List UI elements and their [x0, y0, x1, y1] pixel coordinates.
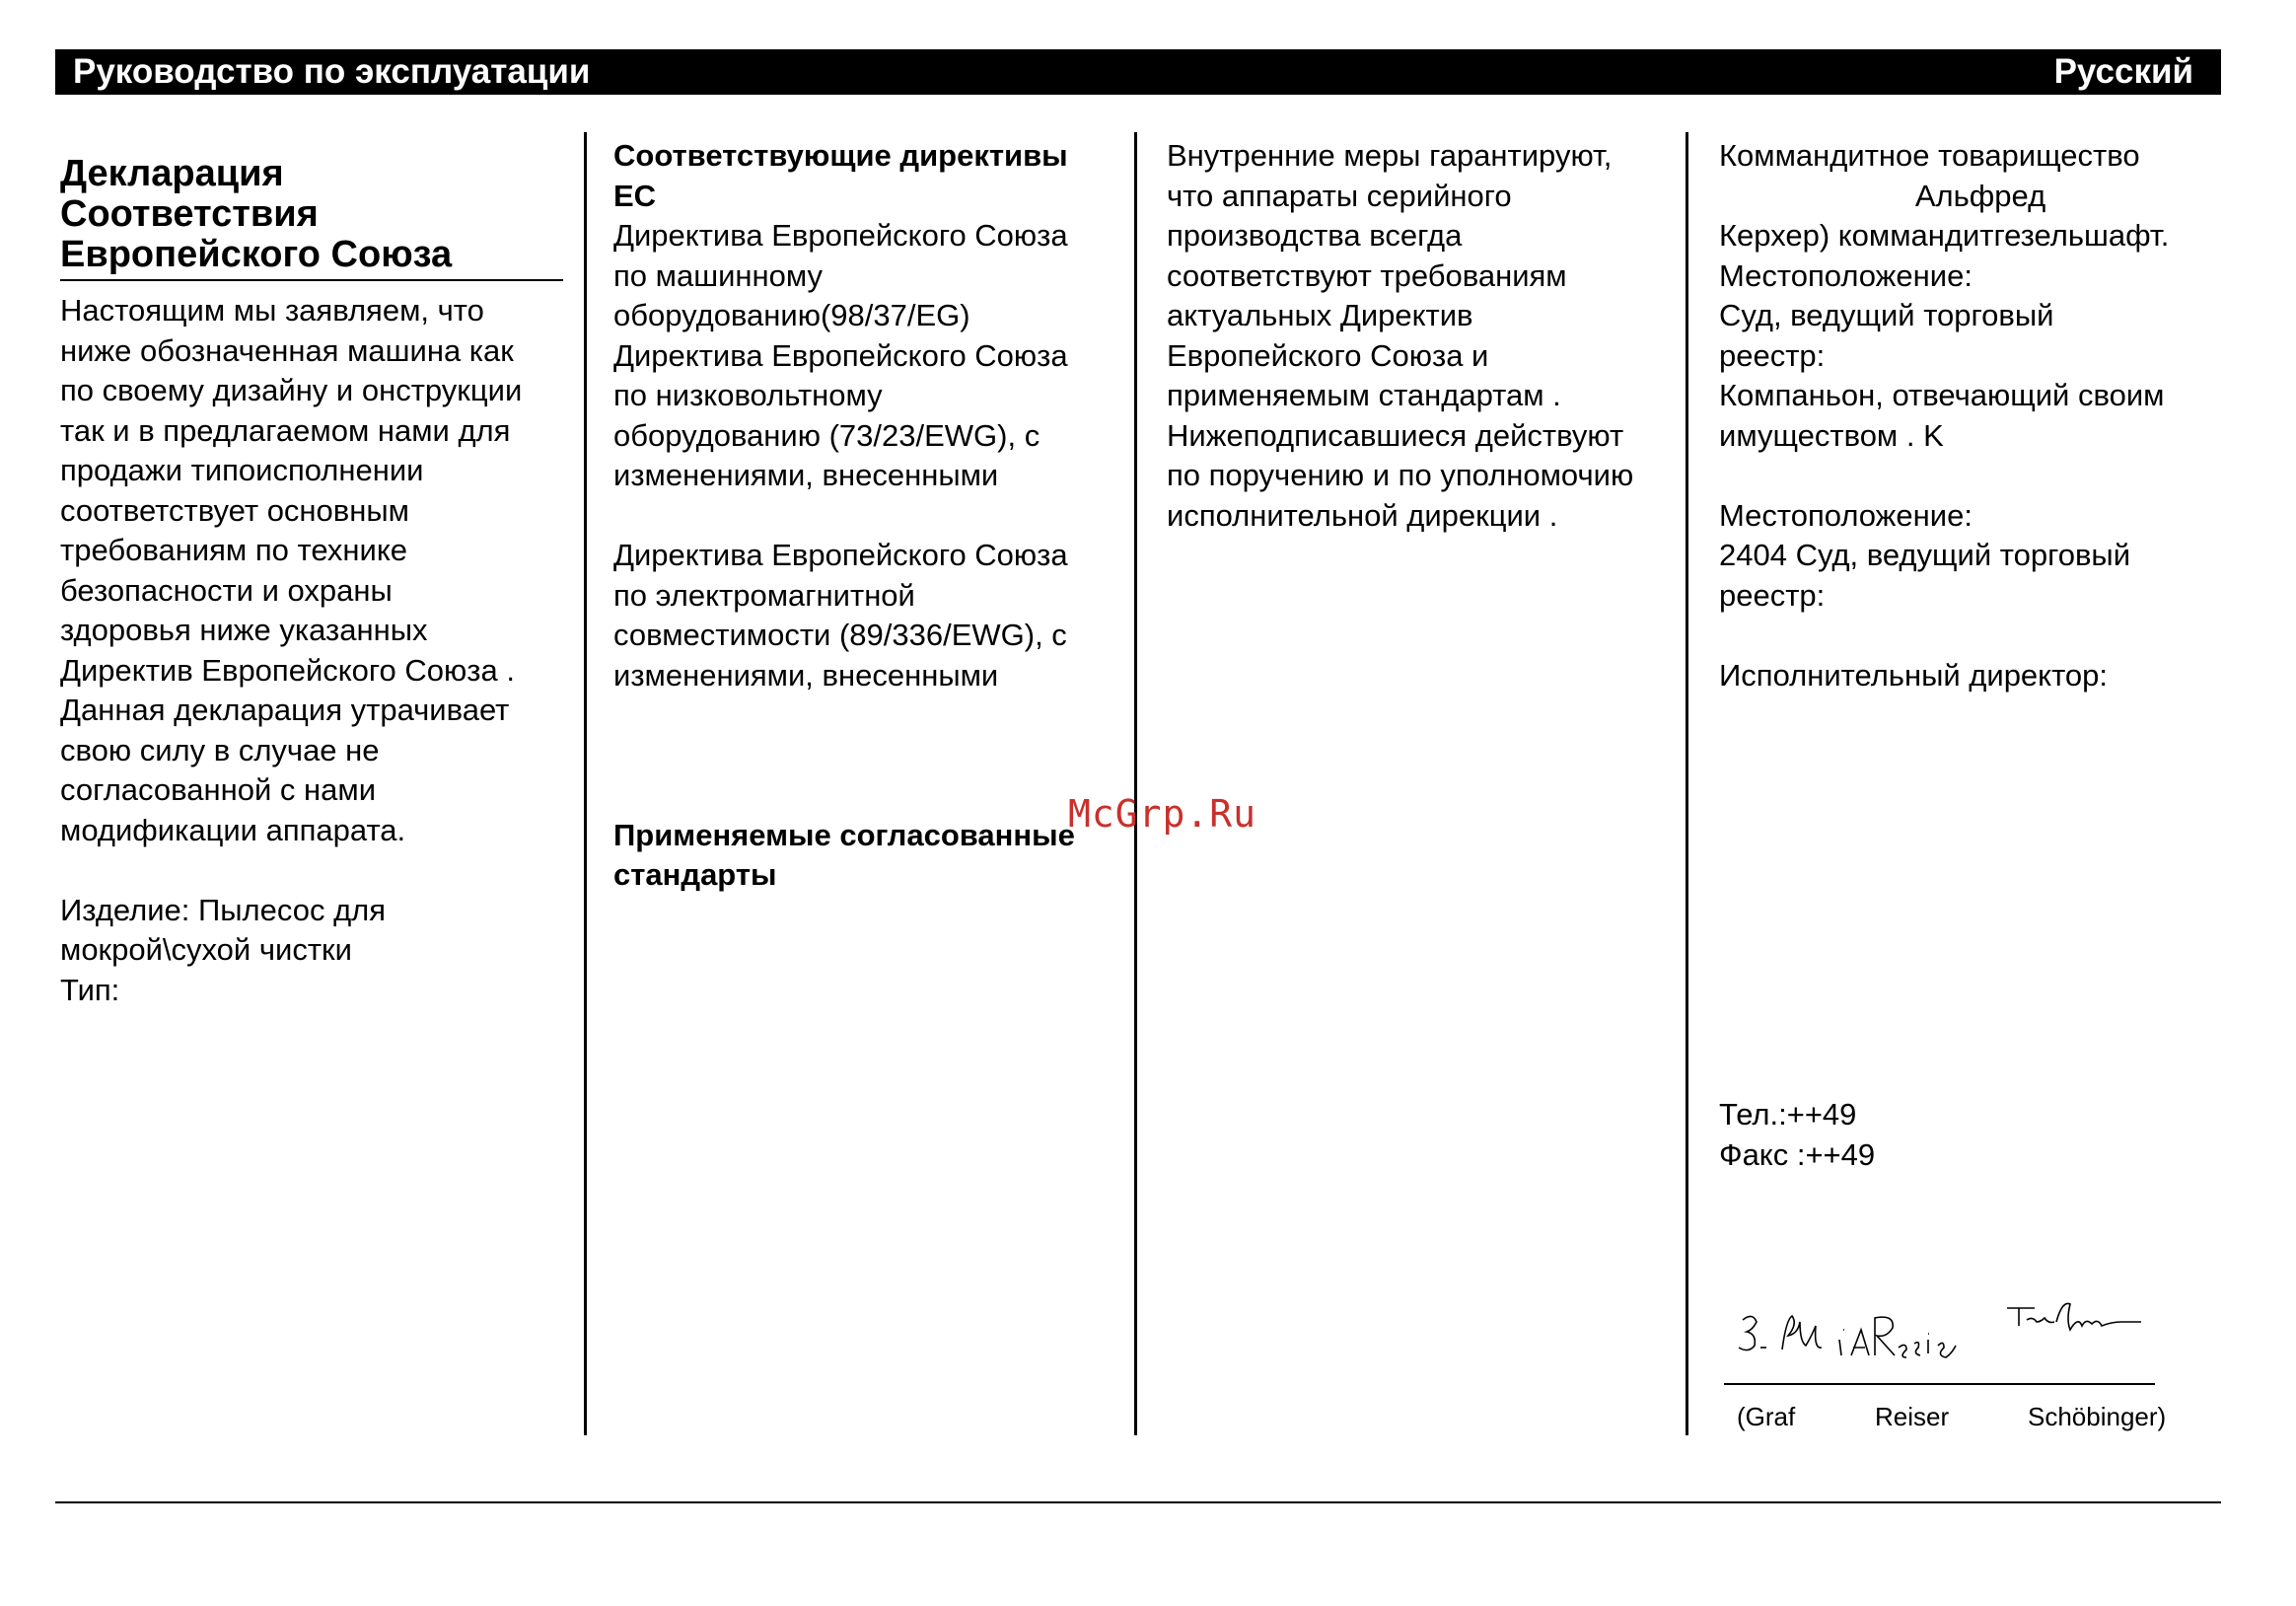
product-line: мокрой\сухой чистки	[60, 932, 352, 967]
signatures-image	[1731, 1300, 2165, 1369]
phone-number: Тел.:++49	[1719, 1097, 1857, 1132]
declaration-text: Настоящим мы заявляем, что ниже обозначенная машина как по своему дизайну и онструкции так и в предлагаемом нами для продажи типоисполнении соответствует основным требованиям по технике безопасности и охраны здоровья ниже указанных Директив Европейского Союза . Данная декларация утрачивает свою силу в случае не согласованной с нами модификации аппарата. Изделие: Пылесос для мокрой\сухой чистки Тип:	[60, 291, 563, 1010]
directives-heading: Соответствующие директивы	[613, 138, 1068, 173]
fax-number: Факс :++49	[1719, 1136, 1876, 1172]
column-divider	[1686, 132, 1688, 1435]
declaration-title: Декларация Соответствия Европейского Союза	[60, 154, 563, 281]
signature-line	[1724, 1383, 2155, 1385]
director-label: Исполнительный директор:	[1719, 657, 2109, 693]
column-divider	[584, 132, 587, 1435]
manual-title: Руководство по эксплуатации	[73, 52, 591, 91]
signatory-reiser: Reiser	[1875, 1402, 1950, 1431]
column-declaration	[60, 136, 563, 1010]
product-line: Изделие: Пылесос для	[60, 892, 387, 927]
column-divider	[1134, 132, 1137, 1435]
column-company: Коммандитное товарищество Альфред Керхер) коммандитгезельшафт. Местоположение: Суд, ведущий торговый реестр: Компаньон, отвечающий своим имуществом . K Местоположение: 2404 Суд, ведущий торговый реестр: Исполнительный директор: Тел.:++49 Факс :++49	[1719, 136, 2212, 1175]
footer-rule	[55, 1501, 2221, 1503]
product-type: Тип:	[60, 972, 120, 1007]
signatory-graf: (Graf	[1737, 1402, 1796, 1431]
watermark: McGrp.Ru	[1068, 792, 1257, 836]
header-bar	[55, 49, 2221, 95]
column-directives: Соответствующие директивы ЕС Директива Европейского Союза по машинному оборудованию(98/37/EG) Директива Европейского Союза по низковольтному оборудованию (73/23/EWG), с изменениями, внесенными Директива Европейского Союза по электромагнитной совместимости (89/336/EWG), с изменениями, внесенными Применяемые согласованные стандарты	[613, 136, 1126, 896]
language-label: Русский	[2053, 52, 2193, 91]
column-internal-measures: Внутренние меры гарантируют, что аппараты серийного производства всегда соответствуют требованиям актуальных Директив Европейского Союза и применяемым стандартам . Нижеподписавшиеся действуют по поручению и по уполномочию исполнительной дирекции .	[1167, 138, 1634, 533]
standards-heading: Применяемые согласованные	[613, 817, 1075, 852]
signatory-schoebinger: Schöbinger)	[2028, 1402, 2167, 1431]
